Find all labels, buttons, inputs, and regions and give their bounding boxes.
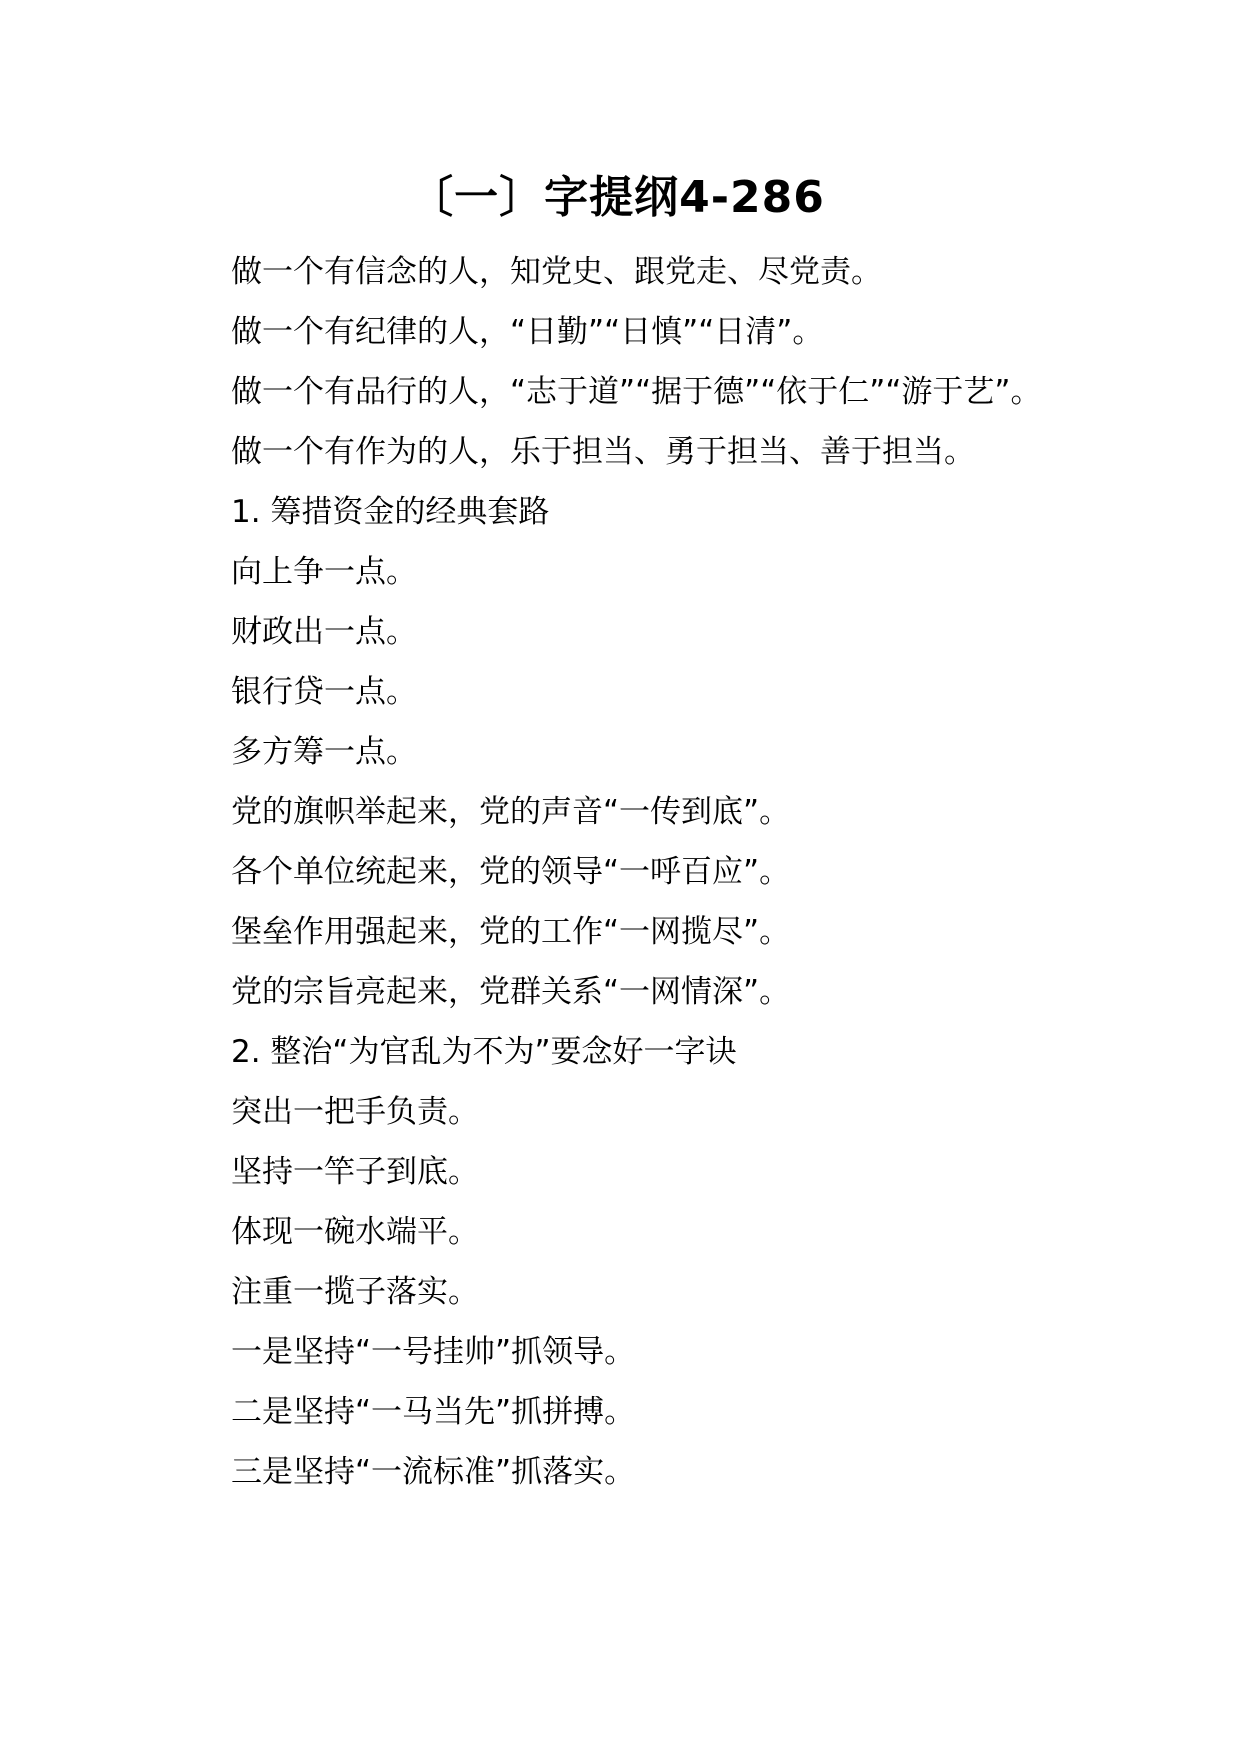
section-heading: 1. 筹措资金的经典套路 [231,494,550,530]
paragraph: 坚持一竿子到底。 [231,1154,479,1190]
paragraph: 银行贷一点。 [231,674,417,710]
paragraph: 财政出一点。 [231,614,417,650]
paragraph: 一是坚持“一号挂帅”抓领导。 [231,1334,636,1370]
paragraph: 注重一揽子落实。 [231,1274,479,1310]
document-body [165,242,1115,1502]
document-title: 〔一〕字提纲4-286 [409,172,825,223]
paragraph: 做一个有信念的人，知党史、跟党走、尽党责。 [231,254,882,290]
paragraph: 二是坚持“一马当先”抓拼搏。 [231,1394,636,1430]
paragraph: 三是坚持“一流标准”抓落实。 [231,1454,636,1490]
paragraph: 多方筹一点。 [231,734,417,770]
paragraph: 党的旗帜举起来，党的声音“一传到底”。 [231,794,791,830]
paragraph: 做一个有品行的人，“志于道”“据于德”“依于仁”“游于艺”。 [231,374,1042,410]
section-heading: 2. 整治“为官乱为不为”要念好一字诀 [231,1034,737,1070]
paragraph: 突出一把手负责。 [231,1094,479,1130]
paragraph: 做一个有纪律的人，“日勤”“日慎”“日清”。 [231,314,824,350]
paragraph: 体现一碗水端平。 [231,1214,479,1250]
paragraph: 做一个有作为的人，乐于担当、勇于担当、善于担当。 [231,434,975,470]
paragraph: 堡垒作用强起来，党的工作“一网揽尽”。 [231,914,791,950]
paragraph: 向上争一点。 [231,554,417,590]
paragraph: 各个单位统起来，党的领导“一呼百应”。 [231,854,791,890]
paragraph: 党的宗旨亮起来，党群关系“一网情深”。 [231,974,791,1010]
